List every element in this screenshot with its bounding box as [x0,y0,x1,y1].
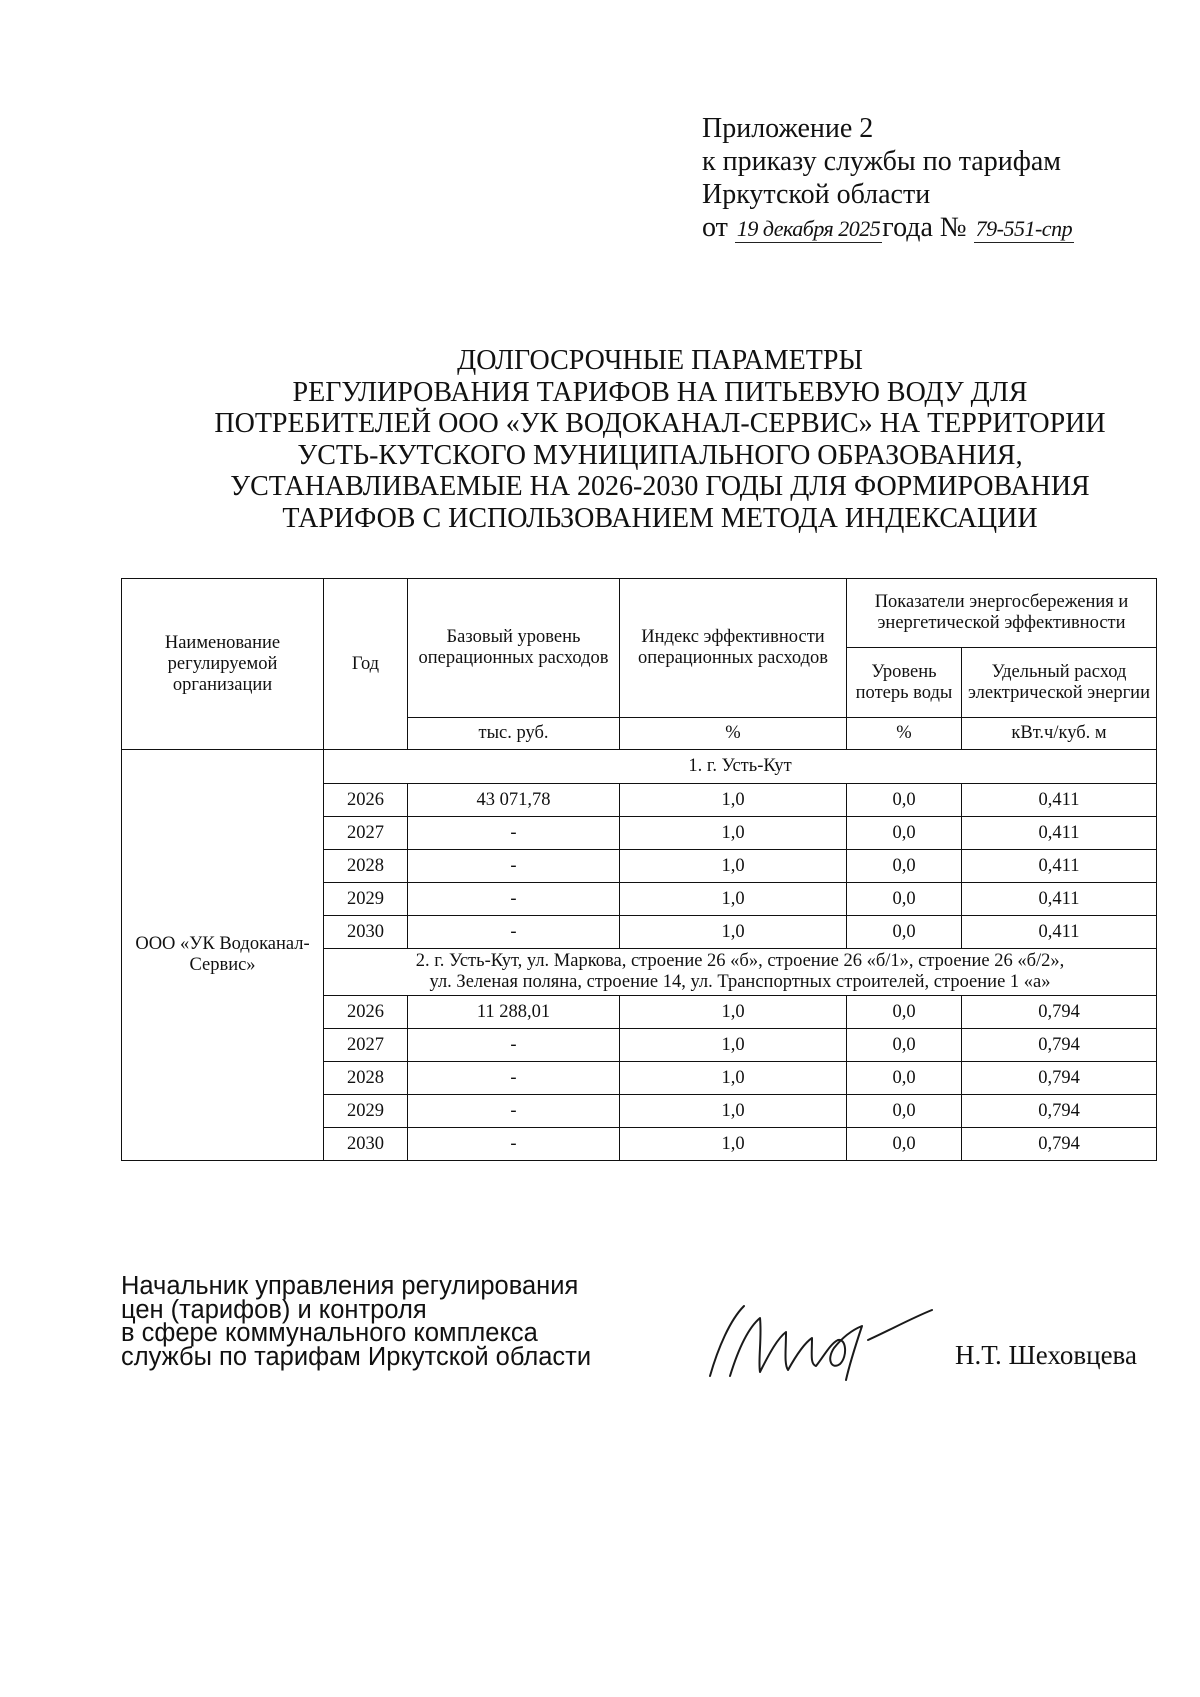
document-title [200,345,1120,534]
cell-year: 2027 [324,817,408,850]
section-row [122,750,1157,784]
unit-electricity: кВт.ч/куб. м [962,718,1157,750]
cell-electricity: 0,794 [962,1062,1157,1095]
cell-losses: 0,0 [847,1095,962,1128]
title-line: ТАРИФОВ С ИСПОЛЬЗОВАНИЕМ МЕТОДА ИНДЕКСАЦИИ [282,502,1038,534]
cell-base: - [408,1062,620,1095]
signatory-name: Н.Т. Шеховцева [955,1340,1137,1370]
cell-index: 1,0 [620,883,847,916]
title-line: ПОТРЕБИТЕЛЕЙ ООО «УК ВОДОКАНАЛ-СЕРВИС» НА ТЕРРИТОРИИ [214,408,1106,439]
cell-electricity: 0,794 [962,1029,1157,1062]
cell-losses: 0,0 [847,1128,962,1161]
handwritten-number: 79-551-спр [975,216,1073,241]
cell-year: 2026 [324,784,408,817]
position-line: цен (тарифов) и контроля [121,1295,427,1324]
cell-base: 11 288,01 [408,996,620,1029]
cell-index: 1,0 [620,817,847,850]
unit-losses: % [847,718,962,750]
header-electricity-consumption: Удельный расход электрической энергии [962,648,1157,718]
cell-losses: 0,0 [847,883,962,916]
cell-index: 1,0 [620,1029,847,1062]
handwritten-signature [700,1298,940,1388]
cell-index: 1,0 [620,1128,847,1161]
unit-index: % [620,718,847,750]
cell-index: 1,0 [620,916,847,949]
cell-year: 2030 [324,916,408,949]
cell-index: 1,0 [620,850,847,883]
annex-date-line [702,211,1074,244]
cell-losses: 0,0 [847,784,962,817]
section-title-line: ул. Зеленая поляна, строение 14, ул. Транспортных строителей, строение 1 «а» [429,972,1051,992]
cell-electricity: 0,411 [962,916,1157,949]
header-base-level: Базовый уровень операционных расходов [408,579,620,718]
cell-base: - [408,850,620,883]
section-title: 1. г. Усть-Кут [324,750,1157,784]
cell-base: - [408,1029,620,1062]
header-year: Год [324,579,408,750]
cell-losses: 0,0 [847,1029,962,1062]
annex-header [702,112,1074,244]
cell-electricity: 0,411 [962,784,1157,817]
cell-year: 2028 [324,1062,408,1095]
section-title [324,949,1157,996]
cell-losses: 0,0 [847,1062,962,1095]
annex-title: Приложение 2 [702,113,874,144]
cell-losses: 0,0 [847,850,962,883]
cell-year: 2028 [324,850,408,883]
cell-base: - [408,1128,620,1161]
unit-base: тыс. руб. [408,718,620,750]
cell-year: 2030 [324,1128,408,1161]
cell-year: 2029 [324,1095,408,1128]
position-line: в сфере коммунального комплекса [121,1319,538,1347]
title-line: УСТАНАВЛИВАЕМЫЕ НА 2026-2030 ГОДЫ ДЛЯ ФОРМИРОВАНИЯ [230,471,1090,502]
parameters-table [121,578,1157,1161]
position-line: Начальник управления регулирования [121,1272,579,1300]
cell-losses: 0,0 [847,996,962,1029]
cell-electricity: 0,794 [962,1128,1157,1161]
cell-index: 1,0 [620,1095,847,1128]
cell-base: 43 071,78 [408,784,620,817]
cell-year: 2027 [324,1029,408,1062]
cell-index: 1,0 [620,1062,847,1095]
annex-from: от [702,212,728,243]
annex-order-ref: к приказу службы по тарифам [702,146,1061,177]
header-efficiency-index: Индекс эффективности операционных расходов [620,579,847,718]
title-line: РЕГУЛИРОВАНИЯ ТАРИФОВ НА ПИТЬЕВУЮ ВОДУ ДЛЯ [292,376,1028,408]
cell-index: 1,0 [620,784,847,817]
organization-name: ООО «УК Водоканал-Сервис» [122,750,324,1161]
annex-region: Иркутской области [702,179,931,210]
cell-base: - [408,883,620,916]
title-line: УСТЬ-КУТСКОГО МУНИЦИПАЛЬНОГО ОБРАЗОВАНИЯ, [297,439,1023,471]
cell-base: - [408,916,620,949]
header-energy-group: Показатели энергосбережения и энергетической эффективности [847,579,1157,648]
header-water-losses: Уровень потерь воды [847,648,962,718]
cell-base: - [408,1095,620,1128]
signatory-position [121,1272,592,1371]
cell-losses: 0,0 [847,817,962,850]
cell-electricity: 0,794 [962,996,1157,1029]
cell-electricity: 0,411 [962,817,1157,850]
title-line: ДОЛГОСРОЧНЫЕ ПАРАМЕТРЫ [457,345,863,376]
position-line: службы по тарифам Иркутской области [121,1342,592,1371]
cell-index: 1,0 [620,996,847,1029]
cell-losses: 0,0 [847,916,962,949]
annex-year-word: года № [882,212,967,243]
cell-electricity: 0,411 [962,883,1157,916]
cell-year: 2029 [324,883,408,916]
handwritten-date: 19 декабря 2025 [736,216,881,241]
header-org: Наименование регулируемой организации [122,579,324,750]
cell-base: - [408,817,620,850]
cell-electricity: 0,411 [962,850,1157,883]
cell-year: 2026 [324,996,408,1029]
section-title-line: 2. г. Усть-Кут, ул. Маркова, строение 26 «б», строение 26 «б/1», строение 26 «б/2», [415,951,1065,971]
cell-electricity: 0,794 [962,1095,1157,1128]
